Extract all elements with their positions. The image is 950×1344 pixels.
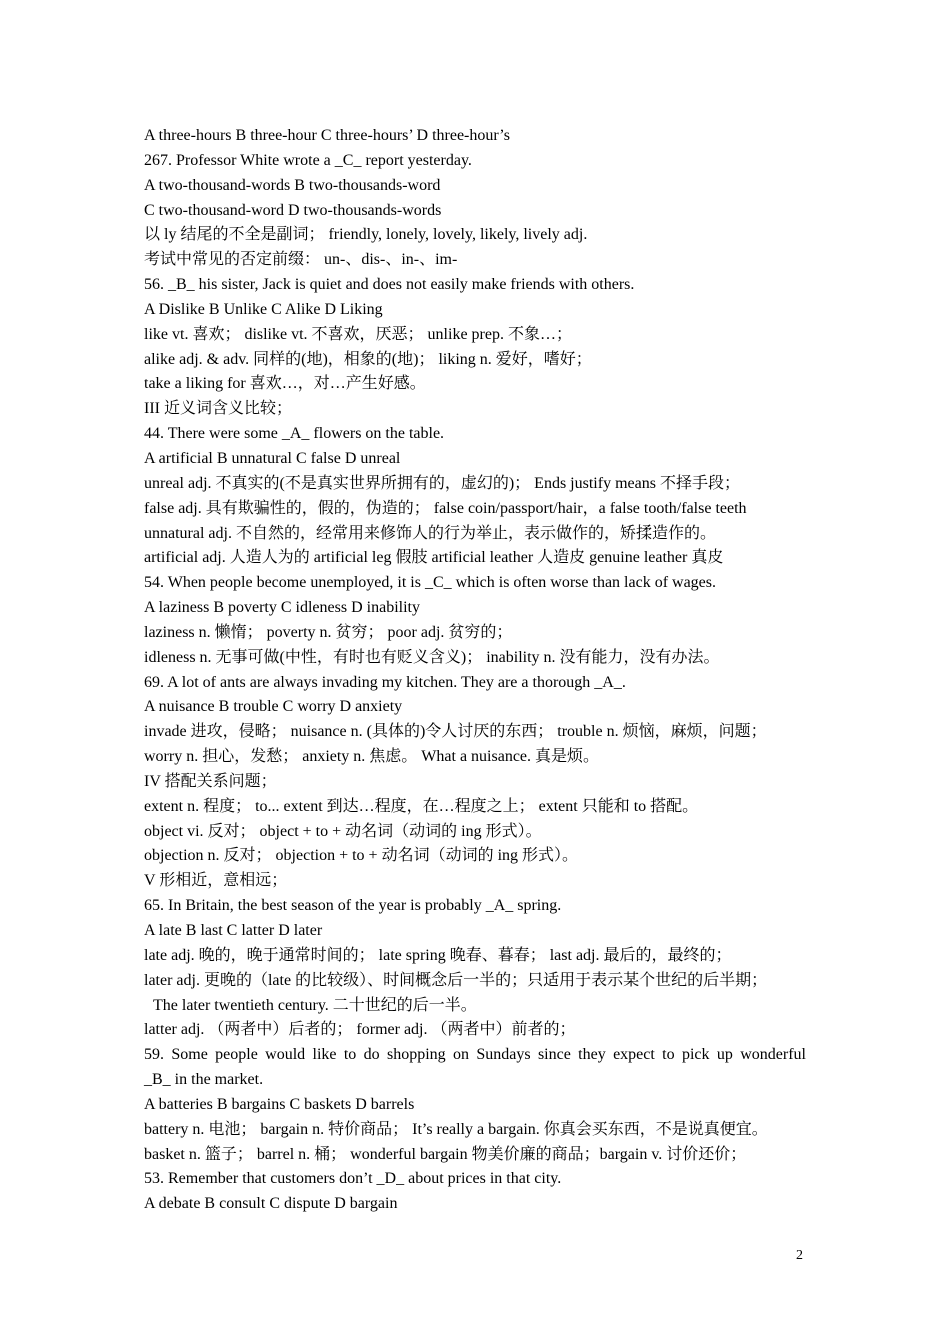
note-ly-adjectives: 以 ly 结尾的不全是副词； friendly, lonely, lovely, likely, lively adj.	[144, 226, 588, 244]
question-53: 53. Remember that customers don’t _D_ about prices in that city.	[144, 1170, 562, 1188]
note-invade-nuisance: invade 进攻，侵略； nuisance n. (具体的)令人讨厌的东西； trouble n. 烦恼，麻烦，问题；	[144, 723, 767, 741]
options-69: A nuisance B trouble C worry D anxiety	[144, 698, 403, 716]
note-laziness-poverty: laziness n. 懒惰； poverty n. 贫穷； poor adj. 贫穷的；	[144, 623, 513, 641]
note-late-last: late adj. 晚的，晚于通常时间的； late spring 晚春、暮春； last adj. 最后的，最终的；	[144, 946, 732, 964]
question-56: 56. _B_ his sister, Jack is quiet and does not easily make friends with others.	[144, 276, 635, 294]
note-later-example: The later twentieth century. 二十世纪的后一半。	[153, 996, 477, 1014]
text-line: A three-hours B three-hour C three-hours’ D three-hour’s	[144, 127, 510, 144]
section-heading-iii: III 近义词含义比较；	[144, 400, 292, 418]
note-unreal: unreal adj. 不真实的(不是真实世界所拥有的，虚幻的)； Ends justify means 不择手段；	[144, 474, 740, 492]
note-unnatural: unnatural adj. 不自然的，经常用来修饰人的行为举止，表示做作的，矫揉造作的。	[144, 524, 716, 542]
options-54: A laziness B poverty C idleness D inability	[144, 599, 420, 617]
question-54: 54. When people become unemployed, it is _C_ which is often worse than lack of wages.	[144, 574, 717, 592]
options-65: A late B last C latter D later	[144, 922, 323, 939]
options-267-cd: C two-thousand-word D two-thousands-words	[144, 201, 442, 219]
note-battery-bargain: battery n. 电池； bargain n. 特价商品； It’s really a bargain. 你真会买东西，不是说真便宜。	[144, 1120, 768, 1138]
note-object: object vi. 反对； object + to + 动名词（动词的 ing 形式）。	[144, 822, 542, 840]
note-negative-prefixes: 考试中常见的否定前缀： un-、dis-、in-、im-	[144, 251, 458, 269]
question-65: 65. In Britain, the best season of the year is probably _A_ spring.	[144, 897, 562, 915]
note-objection: objection n. 反对； objection + to + 动名词（动词的 ing 形式）。	[144, 847, 579, 865]
note-false: false adj. 具有欺骗性的，假的，伪造的； false coin/passport/hair，a false tooth/false teeth	[144, 499, 747, 517]
options-44: A artificial B unnatural C false D unreal	[144, 449, 401, 467]
note-idleness-inability: idleness n. 无事可做(中性，有时也有贬义含义)； inability n. 没有能力，没有办法。	[144, 648, 720, 666]
question-267: 267. Professor White wrote a _C_ report yesterday.	[144, 151, 472, 169]
options-53: A debate B consult C dispute D bargain	[144, 1195, 398, 1213]
note-latter-former: latter adj. （两者中）后者的； former adj. （两者中）前者的；	[144, 1021, 576, 1039]
page-body	[144, 124, 806, 1217]
note-worry-anxiety: worry n. 担心，发愁； anxiety n. 焦虑。 What a nuisance. 真是烦。	[144, 748, 600, 766]
note-take-a-liking: take a liking for 喜欢…，对…产生好感。	[144, 375, 426, 393]
options-59: A batteries B bargains C baskets D barrels	[144, 1095, 415, 1113]
question-44: 44. There were some _A_ flowers on the table.	[144, 425, 445, 443]
question-59: 59. Some people would like to do shopping on Sundays since they expect to pick up wonderful	[144, 1046, 806, 1064]
options-267-ab: A two-thousand-words B two-thousands-word	[144, 176, 441, 194]
note-like-dislike: like vt. 喜欢； dislike vt. 不喜欢，厌恶； unlike prep. 不象…；	[144, 325, 572, 343]
note-artificial: artificial adj. 人造人为的 artificial leg 假肢 artificial leather 人造皮 genuine leather 真皮	[144, 549, 724, 567]
question-69: 69. A lot of ants are always invading my kitchen. They are a thorough _A_.	[144, 673, 626, 691]
options-56: A Dislike B Unlike C Alike D Liking	[144, 300, 383, 318]
note-extent: extent n. 程度； to... extent 到达…程度，在…程度之上； extent 只能和 to 搭配。	[144, 797, 699, 815]
section-heading-iv: IV 搭配关系问题；	[144, 772, 277, 790]
note-later: later adj. 更晚的（late 的比较级）、时间概念后一半的；只适用于表示某个世纪的后半期；	[144, 971, 768, 989]
page-number: 2	[796, 1248, 803, 1263]
question-59-continued: _B_ in the market.	[144, 1071, 264, 1089]
note-basket-barrel: basket n. 篮子； barrel n. 桶； wonderful bargain 物美价廉的商品；bargain v. 讨价还价；	[144, 1145, 747, 1163]
section-heading-v: V 形相近，意相远；	[144, 872, 288, 890]
note-alike-liking: alike adj. & adv. 同样的(地)，相象的(地)； liking n. 爱好，嗜好；	[144, 350, 592, 368]
